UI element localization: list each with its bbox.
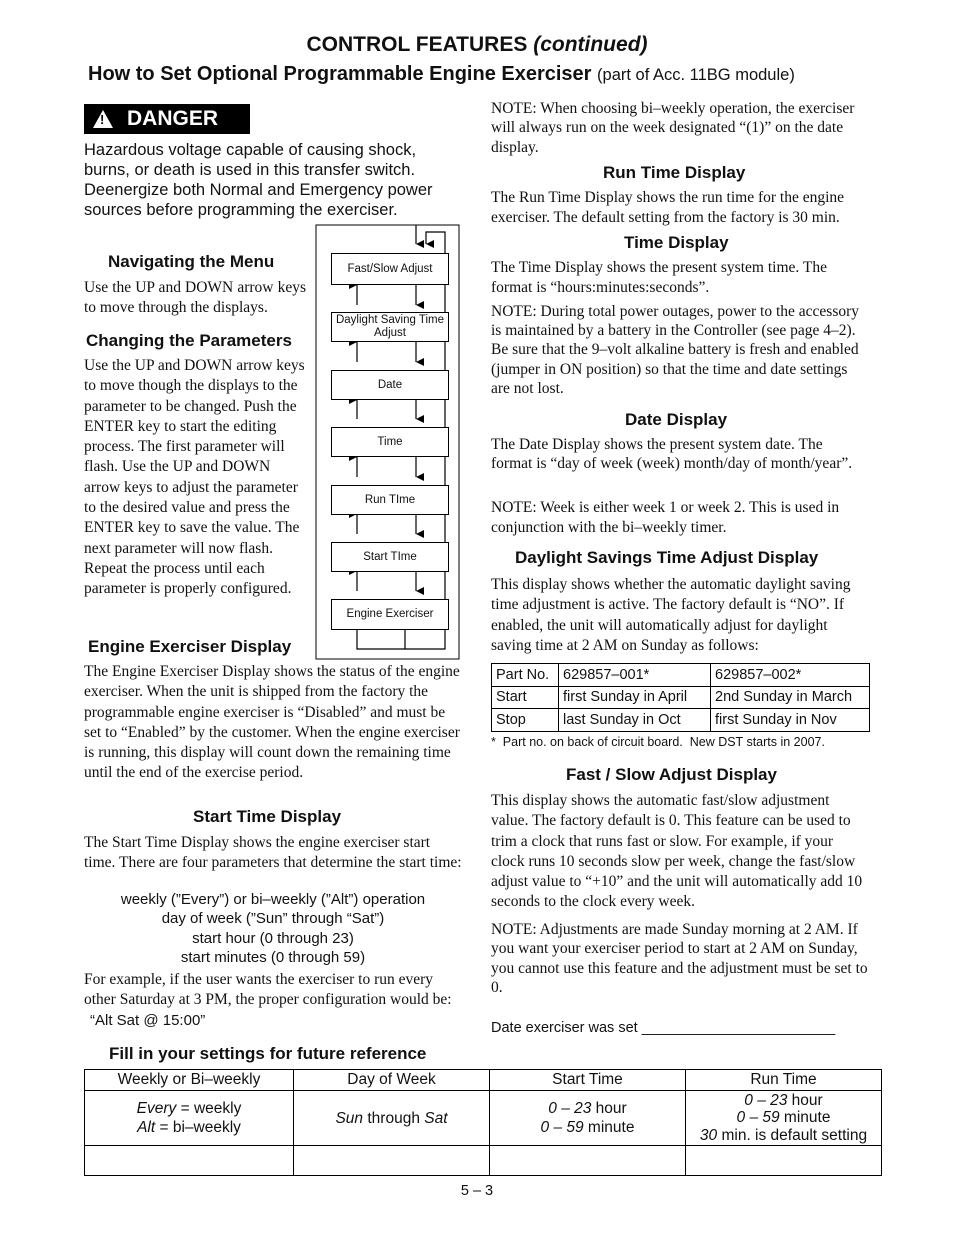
run-time-cell — [686, 1091, 882, 1146]
run-default-desc: min. is default setting — [717, 1126, 868, 1144]
nav-heading: Navigating the Menu — [108, 252, 275, 271]
title-text: CONTROL FEATURES — [306, 33, 528, 56]
start-param: weekly (”Every”) or bi–weekly (”Alt”) operation — [120, 891, 426, 908]
dst-heading: Daylight Savings Time Adjust Display — [515, 548, 819, 567]
date-set-field: Date exerciser was set ________________________ — [491, 1020, 836, 1036]
time-note: NOTE: During total power outages, power to the accessory is maintained by a battery in the Controller (see page 4–2). Be sure that the 9–volt alkaline battery is fresh and enabled (jumper in ON position) so that the time and date settings are not lost. — [491, 303, 860, 397]
column-header: Run Time — [686, 1070, 882, 1091]
page-title — [0, 33, 954, 57]
dow-cell — [294, 1091, 490, 1146]
every-desc: = weekly — [176, 1100, 242, 1117]
blank-cell[interactable] — [294, 1146, 490, 1176]
fast-note: NOTE: Adjustments are made Sunday morning at 2 AM. If you want your exerciser period to start at 2 AM on Sunday, you cannot use this feature and the adjustment must be set to 0. — [491, 921, 868, 996]
start-body: The Start Time Display shows the engine exerciser start time. There are four parameters that determine the start time: — [84, 834, 462, 872]
dst-footnote: * Part no. on back of circuit board. New DST starts in 2007. — [491, 735, 825, 749]
date-heading: Date Display — [625, 410, 728, 429]
reference-table — [84, 1069, 882, 1176]
start-min-unit: minute — [583, 1119, 635, 1136]
start-hour-unit: hour — [591, 1100, 627, 1117]
start-param: day of week (”Sun” through “Sat”) — [161, 910, 385, 928]
flow-box-run-time: Run TIme — [331, 485, 449, 515]
exerciser-heading: Engine Exerciser Display — [88, 637, 292, 656]
flow-box-engine-exerciser: Engine Exerciser — [331, 599, 449, 630]
exerciser-body: The Engine Exerciser Display shows the status of the engine exerciser. When the unit is shipped from the factory the programmable engine exerciser is “Disabled” and must be set to “Enabled” by the customer. When the engine exerciser is running, this display will count down the remaining time until the end of the exercise period. — [84, 663, 460, 782]
run-hour-unit: hour — [787, 1091, 823, 1109]
example-text: For example, if the user wants the exerciser to run every other Saturday at 3 PM, the proper configuration would be: — [84, 971, 452, 1009]
table-cell: Part No. — [492, 664, 559, 687]
column-header: Weekly or Bi–weekly — [85, 1070, 294, 1091]
section-title — [88, 63, 795, 86]
run-hour-range: 0 – 23 — [744, 1091, 788, 1109]
start-params-list — [84, 890, 462, 967]
table-cell: 629857–002* — [711, 664, 870, 687]
table-row — [492, 686, 870, 709]
dow-start: Sun — [335, 1109, 364, 1127]
time-heading: Time Display — [624, 233, 729, 252]
danger-label: DANGER — [127, 107, 219, 130]
table-row — [85, 1091, 882, 1146]
fast-heading: Fast / Slow Adjust Display — [566, 765, 777, 784]
blank-cell[interactable] — [85, 1146, 294, 1176]
table-cell: Stop — [492, 709, 559, 732]
alt-term: Alt — [137, 1119, 156, 1136]
dst-body: This display shows whether the automatic daylight saving time adjustment is active. The factory default is “NO”. If enabled, the unit will automatically adjust for daylight saving time at 2 AM on Sunday as follows: — [491, 576, 851, 654]
fast-body: This display shows the automatic fast/slow adjustment value. The factory default is 0. This feature can be used to trim a clock that runs fast or slow. For example, if your clock runs 10 seconds slow per week, change the fast/slow adjust value to “+10” and the unit will automatically add 10 seconds to the clock every week. — [491, 792, 863, 911]
weekly-cell — [85, 1091, 294, 1146]
every-term: Every — [136, 1100, 177, 1117]
start-heading: Start Time Display — [193, 807, 342, 826]
subtitle-text: How to Set Optional Programmable Engine Exerciser — [88, 63, 592, 85]
danger-text: Hazardous voltage capable of causing shock, burns, or death is used in this transfer switch. Deenergize both Normal and Emergency power sources before programming the exerciser. — [84, 141, 433, 219]
date-note: NOTE: Week is either week 1 or week 2. This is used in conjunction with the bi–weekly timer. — [491, 499, 840, 536]
table-row — [492, 664, 870, 687]
warning-icon: ! — [93, 110, 113, 128]
nav-body: Use the UP and DOWN arrow keys to move through the displays. — [84, 279, 306, 317]
blank-cell[interactable] — [686, 1146, 882, 1176]
column-header: Day of Week — [294, 1070, 490, 1091]
start-hour-range: 0 – 23 — [548, 1100, 592, 1117]
flow-box-time: Time — [331, 427, 449, 457]
danger-banner — [84, 104, 250, 134]
run-body: The Run Time Display shows the run time for the engine exerciser. The default setting from the factory is 30 min. — [491, 189, 845, 227]
alt-desc: = bi–weekly — [155, 1119, 241, 1136]
change-heading: Changing the Parameters — [86, 331, 292, 350]
example-value: “Alt Sat @ 15:00” — [90, 1011, 206, 1029]
run-min-range: 0 – 59 — [736, 1109, 780, 1127]
flow-box-start-time: Start TIme — [331, 542, 449, 572]
subtitle-suffix: (part of Acc. 11BG module) — [597, 66, 795, 84]
run-min-unit: minute — [779, 1109, 831, 1127]
time-body: The Time Display shows the present system time. The format is “hours:minutes:seconds”. — [491, 259, 827, 297]
flow-box-fast-slow: Fast/Slow Adjust — [331, 253, 449, 285]
title-suffix: (continued) — [533, 33, 648, 56]
reference-heading: Fill in your settings for future reference — [109, 1044, 427, 1063]
page-number: 5 – 3 — [460, 1183, 494, 1199]
dst-table — [491, 663, 870, 732]
table-cell: last Sunday in Oct — [559, 709, 711, 732]
table-cell: 629857–001* — [559, 664, 711, 687]
note-biweekly: NOTE: When choosing bi–weekly operation, the exerciser will always run on the week designated “(1)” on the date display. — [491, 100, 855, 156]
blank-cell[interactable] — [490, 1146, 686, 1176]
start-param: start minutes (0 through 59) — [180, 948, 366, 966]
flow-box-dst: Daylight Saving Time Adjust — [331, 312, 449, 342]
dow-through: through — [363, 1109, 425, 1127]
example-body — [84, 970, 466, 1031]
start-min-range: 0 – 59 — [540, 1119, 584, 1136]
table-header-row — [85, 1070, 882, 1091]
date-body: The Date Display shows the present system date. The format is “day of week (week) month/day of month/year”. — [491, 436, 853, 472]
run-heading: Run Time Display — [603, 163, 746, 182]
table-row — [492, 709, 870, 732]
flow-box-date: Date — [331, 370, 449, 400]
table-cell: Start — [492, 686, 559, 709]
table-cell: first Sunday in Nov — [711, 709, 870, 732]
start-time-cell — [490, 1091, 686, 1146]
dow-end: Sat — [424, 1109, 448, 1127]
start-param: start hour (0 through 23) — [192, 929, 354, 947]
run-default-value: 30 — [699, 1126, 718, 1144]
column-header: Start Time — [490, 1070, 686, 1091]
change-body: Use the UP and DOWN arrow keys to move though the displays to the parameter to be changed. Push the ENTER key to start the editing process. The first parameter will flash. Use the UP and DOWN arrow keys to adjust the parameter to the desired value and press the ENTER key to save the value. The next parameter will now flash. Repeat the process until each parameter is properly configured. — [84, 357, 305, 598]
table-cell: 2nd Sunday in March — [711, 686, 870, 709]
table-cell: first Sunday in April — [559, 686, 711, 709]
table-row-blank — [85, 1146, 882, 1176]
